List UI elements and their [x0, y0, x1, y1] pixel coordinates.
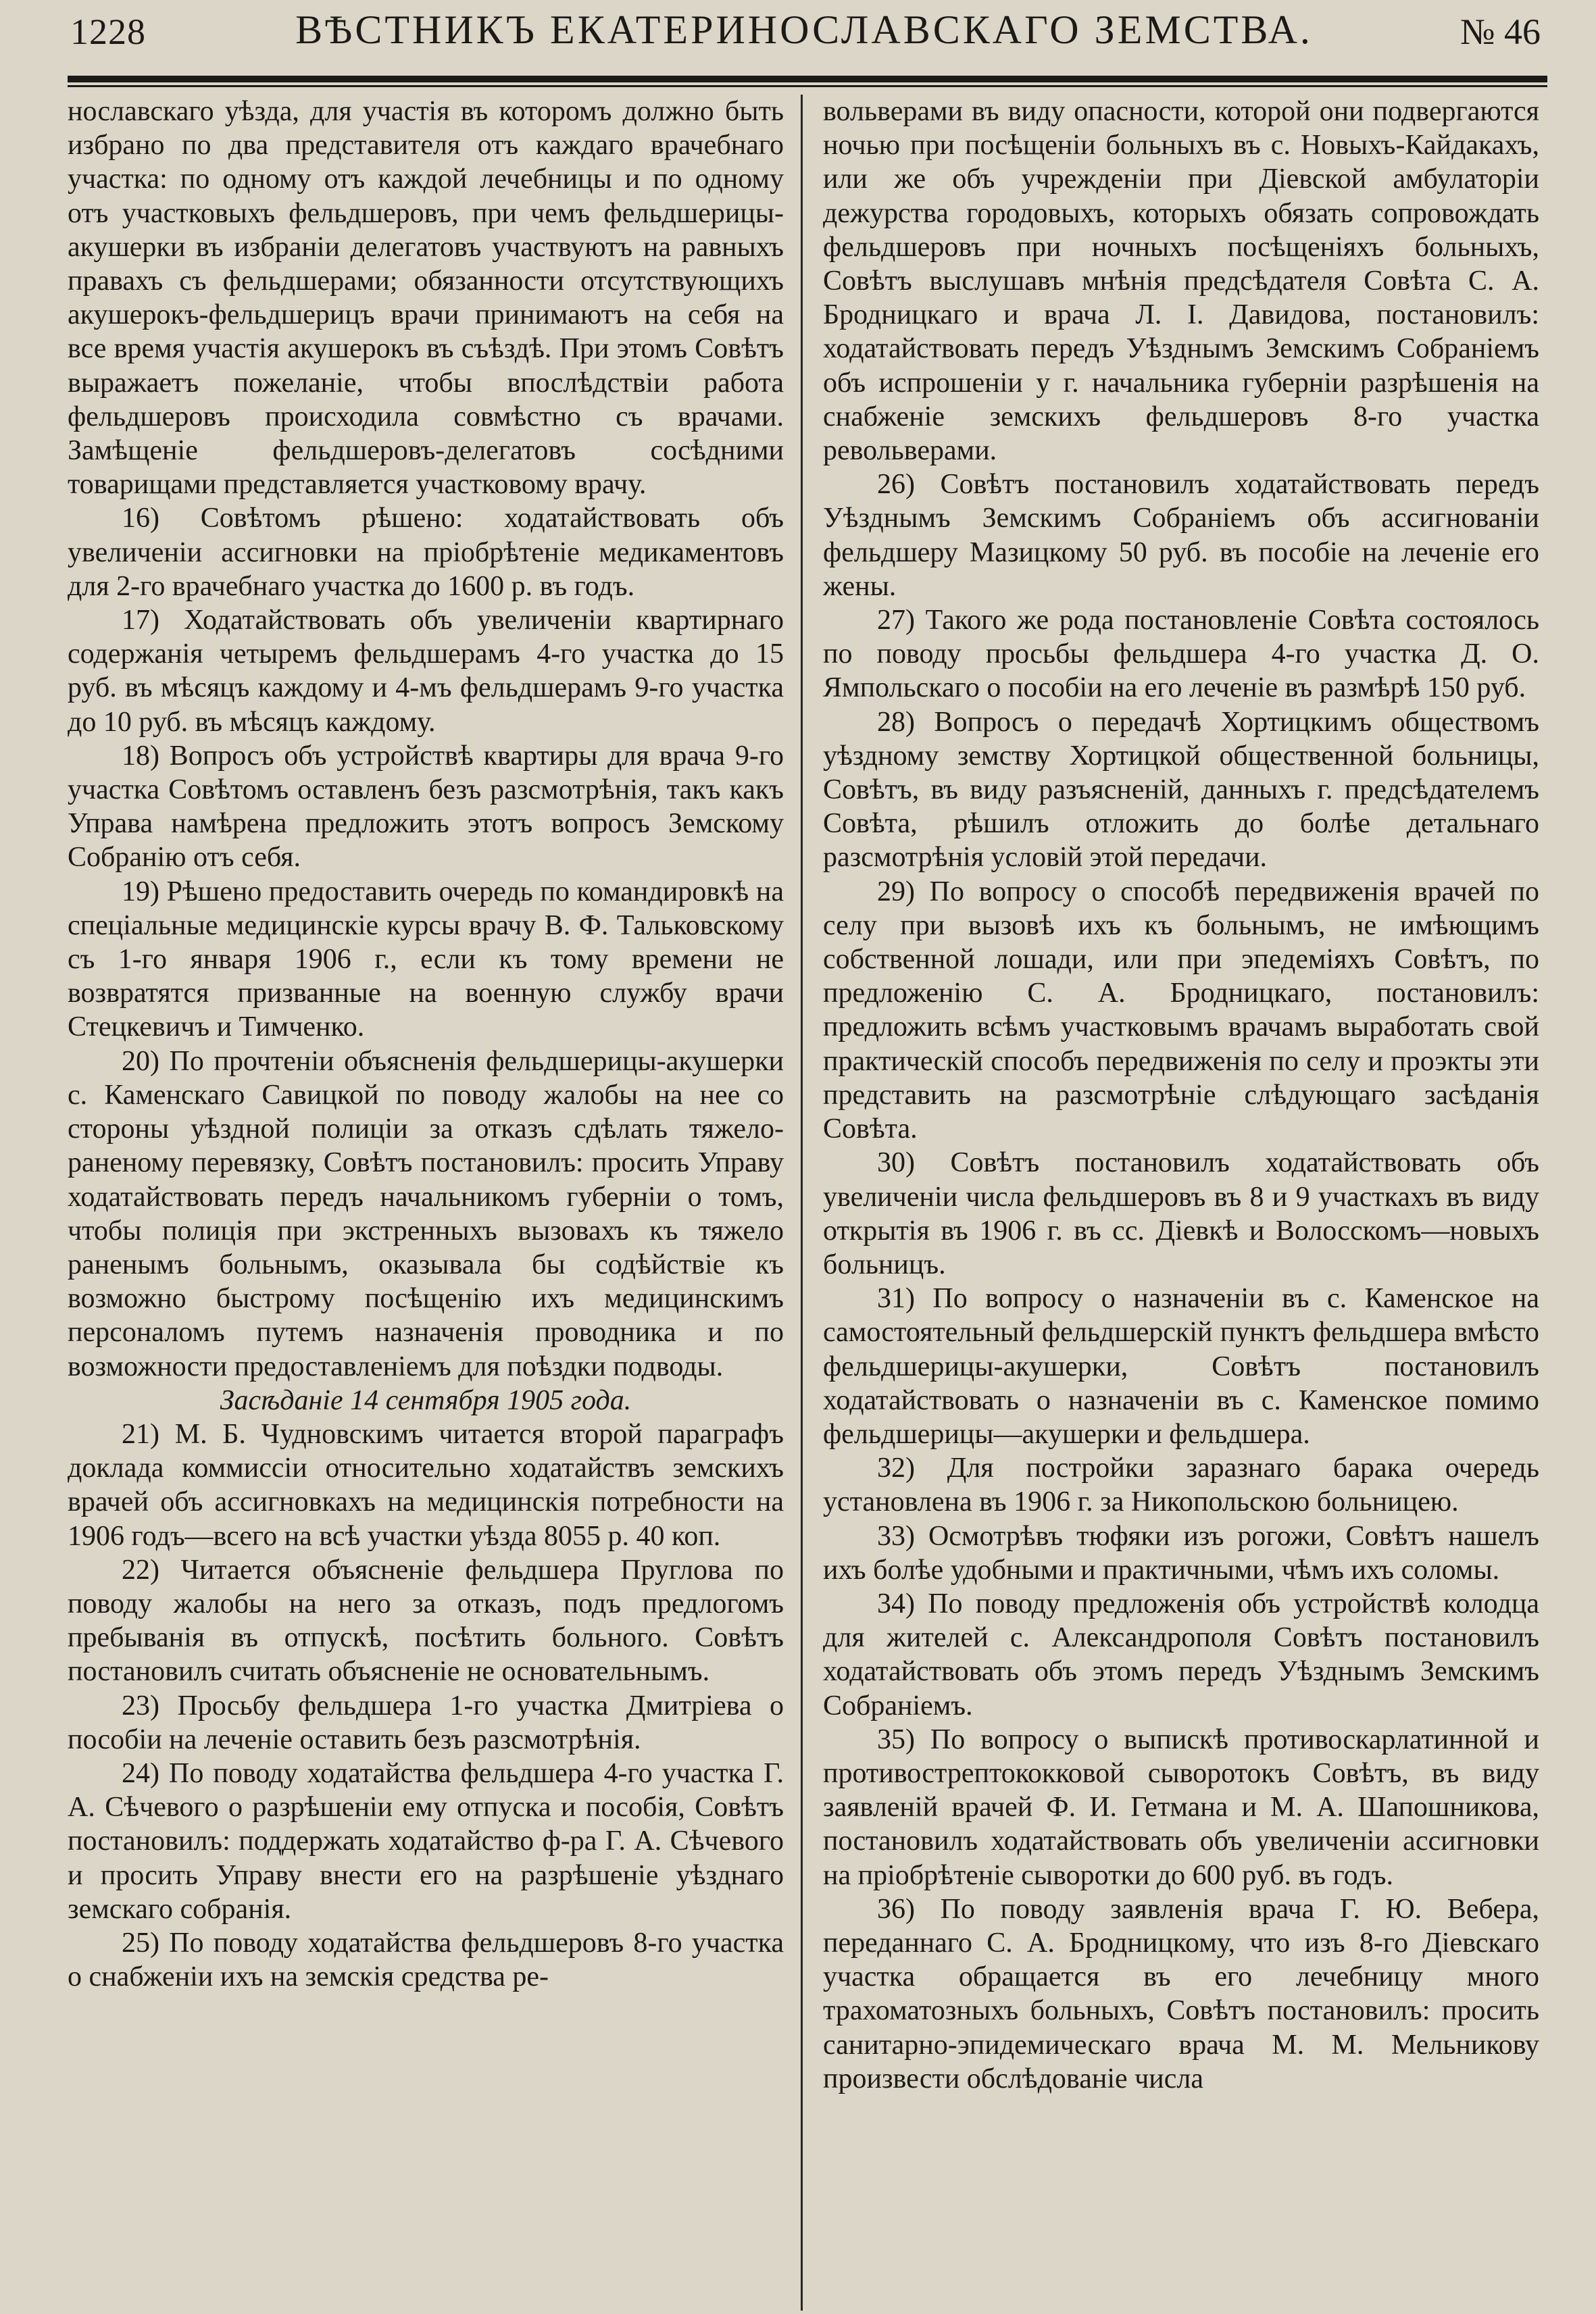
paragraph: 29) По вопросу о способѣ передвиженія врачей по селу при вызовѣ ихъ къ больнымъ, не имѣющимъ собственной лошади, или при эпедеміяхъ Совѣтъ, по предложенію С. А. Бродницкаго, постановилъ: предложить всѣмъ участковымъ врачамъ выработать свой практическій способъ передвиженія по селу и проэкты эти представить на разсмотрѣніе слѣдующаго засѣданія Совѣта. [823, 876, 1539, 1145]
paragraph: 17) Ходатайствовать объ увеличеніи квартирнаго содержанія четыремъ фельдшерамъ 4-го участка до 15 руб. въ мѣсяцъ каждому и 4-мъ фельдшерамъ 9-го участка до 10 руб. въ мѣсяцъ каждому. [68, 605, 784, 738]
paragraph: 19) Рѣшено предоставить очередь по командировкѣ на спеціальные медицинскіе курсы врачу В. Ф. Тальковскому съ 1-го января 1906 г., если къ тому времени не возвратятся призванные на военную службу врачи Стецкевичъ и Тимченко. [68, 876, 784, 1043]
paragraph: 32) Для постройки заразнаго барака очередь установлена въ 1906 г. за Никопольскою больницею. [823, 1453, 1539, 1518]
paragraph: 30) Совѣтъ постановилъ ходатайствовать объ увеличеніи числа фельдшеровъ въ 8 и 9 участкахъ въ виду открытія въ 1906 г. въ сс. Діевкѣ и Волосскомъ—новыхъ больницъ. [823, 1147, 1539, 1280]
paragraph: 20) По прочтеніи объясненія фельдшерицы-акушерки с. Каменскаго Савицкой по поводу жалобы на нее со стороны уѣздной полиціи за отказъ сдѣлать тяжело-раненому перевязку, Совѣтъ постановилъ: просить Управу ходатайствовать передъ начальникомъ губерніи о томъ, чтобы полиція при экстренныхъ вызовахъ къ тяжело раненымъ больнымъ, оказывала бы содѣйствіе къ возможно быстрому посѣщенію ихъ медицинскимъ персоналомъ путемъ назначенія проводника и по возможности предоставленіемъ для поѣздки подводы. [68, 1045, 784, 1382]
paragraph: 26) Совѣтъ постановилъ ходатайствовать передъ Уѣзднымъ Земскимъ Собраніемъ объ ассигнованіи фельдшеру Мазицкому 50 руб. въ пособіе на леченіе его жены. [823, 469, 1539, 602]
paragraph: 25) По поводу ходатайства фельдшеровъ 8-го участка о снабженіи ихъ на земскія средства ре- [68, 1927, 784, 1993]
paragraph: 22) Читается объясненіе фельдшера Пруглова по поводу жалобы на него за отказъ, подъ предлогомъ пребыванія въ отпускѣ, посѣтить больного. Совѣтъ постановилъ считать объясненіе не основательнымъ. [68, 1554, 784, 1688]
left-column [68, 95, 784, 1994]
right-column [823, 95, 1539, 2096]
paragraph: 24) По поводу ходатайства фельдшера 4-го участка Г. А. Сѣчевого о разрѣшеніи ему отпуска и пособія, Совѣтъ постановилъ: поддержать ходатайство ф-ра Г. А. Сѣчевого и просить Управу внести его на разрѣшеніе уѣзднаго земскаго собранія. [68, 1757, 784, 1925]
page-header [68, 4, 1541, 72]
paragraph: вольверами въ виду опасности, которой они подвергаются ночью при посѣщеніи больныхъ въ с. Новыхъ-Кайдакахъ, или же объ учрежденіи при Діевской амбулаторіи дежурства городовыхъ, которыхъ обязать сопровождать фельдшеровъ при ночныхъ посѣщеніяхъ больныхъ, Совѣтъ выслушавъ мнѣнія предсѣдателя Совѣта С. А. Бродницкаго и врача Л. І. Давидова, постановилъ: ходатайствовать передъ Уѣзднымъ Земскимъ Собраніемъ объ испрошеніи у г. начальника губерніи разрѣшенія на снабженіе земскихъ фельдшеровъ 8-го участка револьверами. [823, 96, 1539, 467]
page-number: 1228 [70, 11, 146, 52]
paragraph: 27) Такого же рода постановленіе Совѣта состоялось по поводу просьбы фельдшера 4-го участка Д. О. Ямпольскаго о пособіи на его леченіе въ размѣрѣ 150 руб. [823, 605, 1539, 704]
issue-number: № 46 [1460, 11, 1541, 52]
paragraph: 33) Осмотрѣвъ тюфяки изъ рогожи, Совѣтъ нашелъ ихъ болѣе удобными и практичными, чѣмъ ихъ соломы. [823, 1520, 1539, 1586]
paragraph: 34) По поводу предложенія объ устройствѣ колодца для жителей с. Александрополя Совѣтъ постановилъ ходатайствовать объ этомъ передъ Уѣзднымъ Земскимъ Собраніемъ. [823, 1588, 1539, 1721]
header-rule-thin [68, 85, 1547, 87]
header-rule-thick [68, 76, 1547, 82]
paragraph: 16) Совѣтомъ рѣшено: ходатайствовать объ увеличеніи ассигновки на пріобрѣтеніе медикаментовъ для 2-го врачебнаго участка до 1600 р. въ годъ. [68, 503, 784, 602]
paragraph: 21) М. Б. Чудновскимъ читается второй параграфъ доклада коммиссіи относительно ходатайствъ земскихъ врачей объ ассигновкахъ на медицинскія потребности на 1906 годъ—всего на всѣ участки уѣзда 8055 р. 40 коп. [68, 1418, 784, 1552]
paragraph: 18) Вопросъ объ устройствѣ квартиры для врача 9-го участка Совѣтомъ оставленъ безъ разсмотрѣнія, такъ какъ Управа намѣрена предложить этотъ вопросъ Земскому Собранію отъ себя. [68, 740, 784, 874]
paragraph: нославскаго уѣзда, для участія въ которомъ должно быть избрано по два представителя отъ каждаго врачебнаго участка: по одному отъ каждой лечебницы и по одному отъ участковыхъ фельдшеровъ, при чемъ фельдшерицы-акушерки въ избраніи делегатовъ участвуютъ на равныхъ правахъ съ фельдшерами; обязанности отсутствующихъ акушерокъ-фельдшерицъ врачи принимаютъ на себя на все время участія акушерокъ въ съѣздѣ. При этомъ Совѣтъ выражаетъ пожеланіе, чтобы впослѣдствіи работа фельдшеровъ происходила совмѣстно съ врачами. Замѣщеніе фельдшеровъ-делегатовъ сосѣдними товарищами представляется участковому врачу. [68, 96, 784, 501]
paragraph: 35) По вопросу о выпискѣ противоскарлатинной и противострептококковой сыворотокъ Совѣтъ, въ виду заявленій врачей Ф. И. Гетмана и М. А. Шапошникова, постановилъ ходатайствовать объ увеличеніи ассигновки на пріобрѣтеніе сыворотки до 600 руб. въ годъ. [823, 1724, 1539, 1891]
journal-title: ВѢСТНИКЪ ЕКАТЕРИНОСЛАВСКАГО ЗЕМСТВА. [295, 7, 1313, 52]
session-heading: Засѣданіе 14 сентября 1905 года. [220, 1384, 632, 1416]
paragraph: 23) Просьбу фельдшера 1-го участка Дмитріева о пособіи на леченіе оставить безъ разсмотрѣнія. [68, 1690, 784, 1755]
paragraph: 31) По вопросу о назначеніи въ с. Каменское на самостоятельный фельдшерскій пунктъ фельдшера вмѣсто фельдшерицы-акушерки, Совѣтъ постановилъ ходатайствовать о назначеніи въ с. Каменское помимо фельдшерицы—акушерки и фельдшера. [823, 1283, 1539, 1450]
column-divider [801, 95, 803, 2311]
paragraph: 36) По поводу заявленія врача Г. Ю. Вебера, переданнаго С. А. Бродницкому, что изъ 8-го Діевскаго участка обращается въ его лечебницу много трахоматозныхъ больныхъ, Совѣтъ постановилъ: просить санитарно-эпидемическаго врача М. М. Мельникову произвести обслѣдованіе числа [823, 1893, 1539, 2094]
paragraph: 28) Вопросъ о передачѣ Хортицкимъ обществомъ уѣздному земству Хортицкой общественной больницы, Совѣтъ, въ виду разъясненій, данныхъ г. предсѣдателемъ Совѣта, рѣшилъ отложить до болѣе детальнаго разсмотрѣнія условій этой передачи. [823, 706, 1539, 874]
